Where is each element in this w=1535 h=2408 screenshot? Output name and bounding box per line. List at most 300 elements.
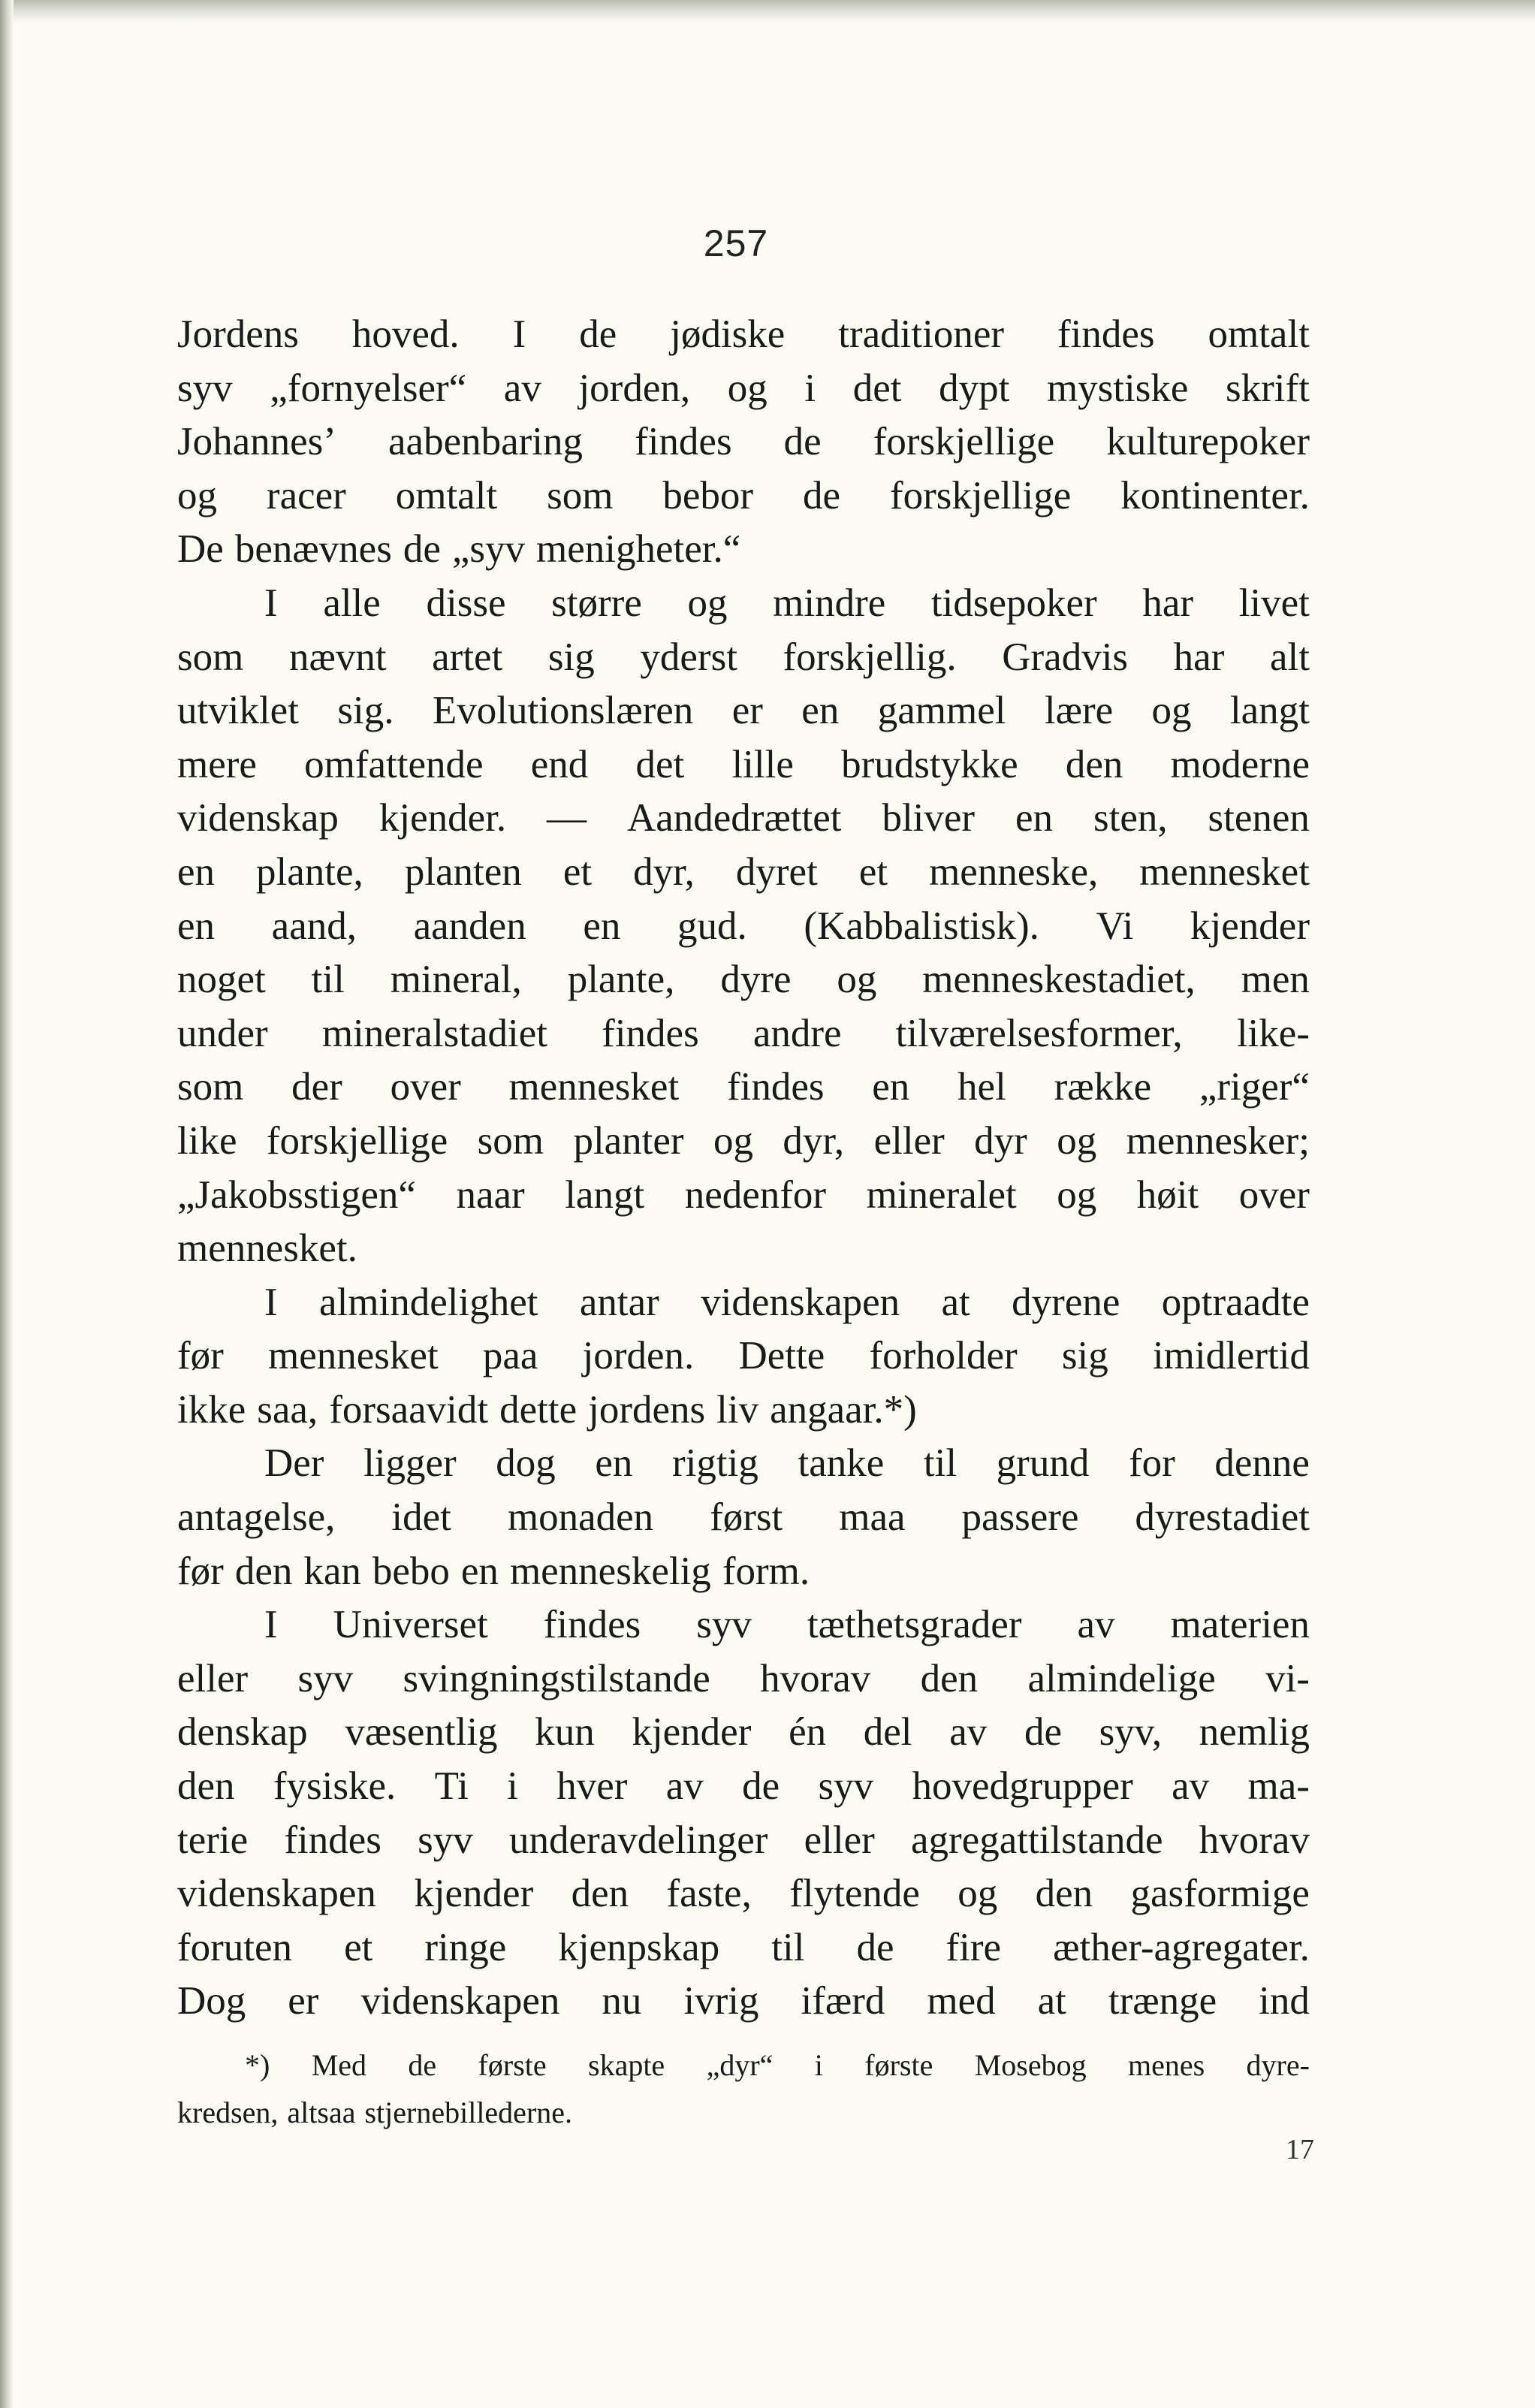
word: de xyxy=(579,312,617,356)
word: antagelse, xyxy=(177,1495,336,1540)
text-line xyxy=(177,1329,1310,1384)
word: hvorav xyxy=(760,1656,871,1700)
word: det xyxy=(852,366,902,410)
text-line xyxy=(177,1061,1310,1115)
word: dyrene xyxy=(1012,1280,1120,1324)
word: gud. xyxy=(677,904,747,948)
word: dyrestadiet xyxy=(1135,1495,1310,1540)
word: og xyxy=(687,581,728,625)
page-top-edge xyxy=(0,0,1535,23)
word: den xyxy=(234,1549,293,1593)
text-line xyxy=(177,792,1310,846)
word: aanden xyxy=(413,904,526,948)
word: findes xyxy=(543,1603,641,1647)
page-number: 257 xyxy=(703,222,769,264)
word: stjernebillederne. xyxy=(364,2096,573,2129)
word: mere xyxy=(177,742,257,786)
word: agregattilstande xyxy=(911,1818,1163,1862)
word: monaden xyxy=(507,1495,654,1540)
word: plante, xyxy=(256,849,363,894)
footnote xyxy=(177,2041,1310,2136)
word: forskjellig. xyxy=(783,635,957,679)
word: nu xyxy=(602,1979,642,2023)
word: omtalt xyxy=(1208,312,1310,356)
word: en xyxy=(177,849,216,894)
text-line xyxy=(177,1545,1310,1599)
word: end xyxy=(530,742,589,786)
word: før xyxy=(177,1549,224,1593)
word: skrift xyxy=(1226,366,1310,410)
word: ligger xyxy=(363,1441,457,1486)
word: aabenbaring xyxy=(388,420,583,464)
word: paa xyxy=(482,1334,538,1378)
word: Ti xyxy=(434,1764,469,1809)
word: naar xyxy=(456,1172,525,1217)
text-line xyxy=(177,1384,1310,1438)
word: har xyxy=(1173,635,1225,679)
text-line xyxy=(177,1007,1310,1061)
word: at xyxy=(1037,1979,1066,2023)
word: dyr, xyxy=(633,849,695,894)
word: sten, xyxy=(1093,796,1168,840)
word: dyr, xyxy=(783,1118,845,1163)
word: i xyxy=(804,366,816,410)
text-line xyxy=(177,1222,1310,1276)
text-line xyxy=(177,1491,1310,1545)
word: de xyxy=(742,1764,780,1809)
word: menneskelig xyxy=(509,1549,711,1593)
word: optraadte xyxy=(1161,1280,1310,1324)
footnote-line xyxy=(177,2089,1310,2136)
word: maa xyxy=(839,1495,906,1540)
word: en xyxy=(595,1441,633,1486)
word: hel xyxy=(957,1065,1006,1109)
word: og xyxy=(727,366,768,410)
word: første xyxy=(478,2048,547,2082)
word: til xyxy=(923,1441,957,1486)
word: kun xyxy=(535,1710,595,1755)
word: Mosebog xyxy=(974,2048,1087,2082)
word: menneskestadiet, xyxy=(922,958,1196,1002)
word: eller xyxy=(804,1818,875,1862)
word: de xyxy=(802,473,840,518)
text-line xyxy=(177,1169,1310,1223)
footnote-line xyxy=(177,2041,1310,2089)
word: mineralet xyxy=(866,1172,1017,1217)
word: findes xyxy=(726,1065,825,1109)
word: syv, xyxy=(1099,1710,1163,1755)
word: andre xyxy=(752,1011,842,1055)
word: langt xyxy=(565,1172,645,1217)
word: forsaavidt xyxy=(329,1387,489,1432)
word: — xyxy=(547,796,587,840)
word: alle xyxy=(323,581,381,625)
word: idet xyxy=(391,1495,451,1540)
word: ikke xyxy=(177,1387,246,1432)
word: videnskap xyxy=(177,796,339,840)
word: er xyxy=(288,1979,319,2023)
word: (Kabbalistisk). xyxy=(804,904,1039,948)
word: artet xyxy=(432,635,503,679)
word: jorden, xyxy=(578,366,691,410)
word: findes xyxy=(284,1818,381,1862)
word: jordens xyxy=(588,1387,706,1432)
text-line xyxy=(177,953,1310,1007)
word: Med xyxy=(311,2048,367,2082)
text-line xyxy=(177,1652,1310,1706)
word: livet xyxy=(1238,581,1310,625)
word: Aandedrættet xyxy=(626,796,842,840)
word: over xyxy=(390,1065,461,1109)
text-line xyxy=(177,1760,1310,1814)
word: Universet xyxy=(333,1603,488,1647)
word: foruten xyxy=(177,1925,293,1969)
word: forskjellige xyxy=(873,420,1055,464)
word: kan xyxy=(303,1549,361,1593)
word: lille xyxy=(731,742,794,786)
word: flytende xyxy=(789,1872,920,1916)
word: forskjellige xyxy=(889,473,1072,518)
word: som xyxy=(177,635,244,679)
word: Gradvis xyxy=(1002,635,1129,679)
word: i xyxy=(814,2048,823,2082)
word: I xyxy=(264,1603,278,1647)
word: til xyxy=(311,958,345,1002)
word: syv xyxy=(418,1818,473,1862)
word: antar xyxy=(579,1280,659,1324)
word: en xyxy=(583,904,621,948)
word: noget xyxy=(177,958,266,1002)
word: I xyxy=(264,581,278,625)
word: gasformige xyxy=(1130,1872,1310,1916)
word: imidlertid xyxy=(1152,1334,1310,1378)
word: kjenpskap xyxy=(558,1925,720,1969)
word: æther-agregater. xyxy=(1053,1925,1310,1969)
word: og xyxy=(1151,689,1192,733)
word: kjender. xyxy=(378,796,507,840)
word: der xyxy=(291,1065,342,1109)
word: dyre xyxy=(720,958,792,1002)
text-line xyxy=(177,1115,1310,1169)
word: tidsepoker xyxy=(930,581,1097,625)
word: „fornyelser“ xyxy=(270,366,467,410)
word: mennesket xyxy=(508,1065,680,1109)
word: Der xyxy=(264,1441,324,1486)
word: findes xyxy=(1057,312,1155,356)
word: vi- xyxy=(1265,1656,1310,1700)
word: like xyxy=(177,1118,237,1163)
word: tilværelsesformer, xyxy=(895,1011,1183,1055)
word: og xyxy=(837,958,877,1002)
word: et xyxy=(858,849,888,894)
word: denne xyxy=(1214,1441,1310,1486)
word: dog xyxy=(496,1441,556,1486)
word: kjender xyxy=(414,1872,534,1916)
word: altsaa xyxy=(287,2096,356,2129)
word: har xyxy=(1142,581,1194,625)
page-left-edge xyxy=(0,0,14,2408)
word: sig. xyxy=(337,689,394,733)
word: plante, xyxy=(567,958,675,1002)
word: den xyxy=(1035,1872,1093,1916)
word: mennesker; xyxy=(1126,1118,1310,1163)
word: findes xyxy=(635,420,732,464)
word: en xyxy=(460,1549,499,1593)
word: materien xyxy=(1170,1603,1310,1647)
body-text xyxy=(177,308,1310,2029)
word: forholder xyxy=(869,1334,1018,1378)
word: en xyxy=(1015,796,1054,840)
text-line xyxy=(177,523,1310,577)
word: del xyxy=(863,1710,912,1755)
word: kjender xyxy=(1190,904,1310,948)
word: først xyxy=(710,1495,783,1540)
word: hoved. xyxy=(351,312,460,356)
word: dyre- xyxy=(1246,2048,1310,2082)
word: denskap xyxy=(177,1710,308,1755)
word: én xyxy=(789,1710,827,1755)
word: ivrig xyxy=(683,1979,759,2023)
word: mennesket xyxy=(1139,849,1310,894)
word: hvorav xyxy=(1199,1818,1310,1862)
word: de xyxy=(1024,1710,1062,1755)
word: moderne xyxy=(1170,742,1310,786)
word: benævnes xyxy=(234,527,392,572)
word: de xyxy=(408,2048,437,2082)
word: fysiske. xyxy=(273,1764,397,1809)
text-line xyxy=(177,1276,1310,1330)
word: mindre xyxy=(773,581,886,625)
word: den xyxy=(571,1872,629,1916)
word: omtalt xyxy=(395,473,498,518)
word: „syv xyxy=(451,527,526,572)
word: ringe xyxy=(424,1925,507,1969)
word: det xyxy=(635,742,685,786)
word: hovedgrupper xyxy=(912,1764,1133,1809)
word: stenen xyxy=(1208,796,1310,840)
text-line xyxy=(177,577,1310,631)
word: nemlig xyxy=(1199,1710,1310,1755)
word: eller xyxy=(177,1656,249,1700)
word: planten xyxy=(404,849,522,894)
word: sig xyxy=(1061,1334,1108,1378)
text-line xyxy=(177,362,1310,416)
text-line xyxy=(177,1975,1310,2029)
word: som xyxy=(477,1118,544,1163)
word: at xyxy=(941,1280,970,1324)
word: kjender xyxy=(632,1710,752,1755)
word: kulturepoker xyxy=(1106,420,1310,464)
word: av xyxy=(503,366,541,410)
word: omfattende xyxy=(304,742,484,786)
word: terie xyxy=(177,1818,249,1862)
word: faste, xyxy=(666,1872,752,1916)
word: den xyxy=(177,1764,235,1809)
word: menes xyxy=(1127,2048,1205,2082)
word: i xyxy=(507,1764,518,1809)
word: og xyxy=(1057,1118,1097,1163)
word: en xyxy=(801,689,840,733)
word: menigheter.“ xyxy=(536,527,741,572)
word: utviklet xyxy=(177,689,299,733)
word: forskjellige xyxy=(266,1118,448,1163)
word: og xyxy=(1057,1172,1097,1217)
word: videnskapen xyxy=(701,1280,900,1324)
word: like- xyxy=(1236,1011,1310,1055)
word: passere xyxy=(961,1495,1079,1540)
word: høit xyxy=(1136,1172,1199,1217)
word: bebor xyxy=(662,473,754,518)
word: liv xyxy=(716,1387,759,1432)
word: hver xyxy=(556,1764,628,1809)
word: en xyxy=(872,1065,910,1109)
text-line xyxy=(177,469,1310,524)
word: den xyxy=(1065,742,1123,786)
text-line xyxy=(177,631,1310,685)
word: kontinenter. xyxy=(1120,473,1310,518)
word: de xyxy=(783,420,822,464)
word: I xyxy=(512,312,526,356)
text-line xyxy=(177,900,1310,954)
word: den xyxy=(920,1656,979,1700)
word: væsentlig xyxy=(345,1710,498,1755)
word: fire xyxy=(945,1925,1002,1969)
word: første xyxy=(864,2048,933,2082)
text-line xyxy=(177,1437,1310,1491)
word: nedenfor xyxy=(684,1172,827,1217)
word: med xyxy=(927,1979,996,2023)
word: som xyxy=(177,1065,244,1109)
word: trænge xyxy=(1108,1979,1217,2023)
word: kredsen, xyxy=(177,2096,279,2129)
word: Dette xyxy=(738,1334,825,1378)
word: gammel xyxy=(877,689,1006,733)
word: de xyxy=(403,527,441,572)
word: planter xyxy=(573,1118,684,1163)
word: sig xyxy=(547,635,595,679)
word: form. xyxy=(722,1549,810,1593)
word: menneske, xyxy=(929,849,1099,894)
word: bliver xyxy=(882,796,976,840)
word: men xyxy=(1241,958,1310,1002)
word: ind xyxy=(1259,1979,1310,2023)
word: før xyxy=(177,1334,224,1378)
word: Dog xyxy=(177,1979,246,2023)
word: ifærd xyxy=(801,1979,885,2023)
text-line xyxy=(177,1598,1310,1652)
word: Vi xyxy=(1096,904,1134,948)
word: „Jakobsstigen“ xyxy=(177,1172,416,1217)
word: og xyxy=(713,1118,753,1163)
word: og xyxy=(177,473,217,518)
word: av xyxy=(1077,1603,1115,1647)
word: syv xyxy=(297,1656,354,1700)
word: til xyxy=(771,1925,805,1969)
word: almindelighet xyxy=(319,1280,538,1324)
word: dyr xyxy=(974,1118,1027,1163)
word: en xyxy=(177,904,216,948)
word: de xyxy=(856,1925,894,1969)
signature-mark: 17 xyxy=(1286,2134,1314,2165)
word: mineralstadiet xyxy=(321,1011,548,1055)
word: og xyxy=(957,1872,998,1916)
word: grund xyxy=(996,1441,1090,1486)
word: disse xyxy=(426,581,506,625)
word: større xyxy=(551,581,642,625)
text-line xyxy=(177,738,1310,792)
word: Evolutionslæren xyxy=(432,689,694,733)
word: av xyxy=(949,1710,988,1755)
text-line xyxy=(177,415,1310,469)
word: mystiske xyxy=(1046,366,1189,410)
word: tæthetsgrader xyxy=(807,1603,1022,1647)
word: De xyxy=(177,527,224,572)
word: videnskapen xyxy=(360,1979,560,2023)
word: under xyxy=(177,1011,268,1055)
word: bebo xyxy=(372,1549,450,1593)
word: mennesket xyxy=(268,1334,439,1378)
text-line xyxy=(177,308,1310,362)
word: et xyxy=(562,849,593,894)
word: videnskapen xyxy=(177,1872,376,1916)
word: ma- xyxy=(1247,1764,1310,1809)
word: langt xyxy=(1229,689,1310,733)
word: skapte xyxy=(588,2048,665,2082)
word: mineral, xyxy=(390,958,522,1002)
text-line xyxy=(177,1921,1310,1975)
word: I xyxy=(264,1280,278,1324)
text-line xyxy=(177,684,1310,738)
word: „riger“ xyxy=(1199,1065,1310,1109)
word: „dyr“ xyxy=(706,2048,774,2082)
word: Jordens xyxy=(177,312,299,356)
word: underavdelinger xyxy=(509,1818,768,1862)
word: saa, xyxy=(257,1387,318,1432)
word: som xyxy=(547,473,614,518)
word: for xyxy=(1128,1441,1175,1486)
word: racer xyxy=(266,473,346,518)
word: syv xyxy=(818,1764,874,1809)
word: av xyxy=(665,1764,704,1809)
word: er xyxy=(731,689,763,733)
word: over xyxy=(1238,1172,1310,1217)
word: række xyxy=(1054,1065,1152,1109)
word: Johannes’ xyxy=(177,420,336,464)
text-line xyxy=(177,1706,1310,1760)
word: yderst xyxy=(640,635,737,679)
word: dypt xyxy=(939,366,1010,410)
word: angaar.*) xyxy=(770,1387,917,1432)
word: av xyxy=(1172,1764,1210,1809)
word: nævnt xyxy=(288,635,387,679)
word: jødiske xyxy=(670,312,786,356)
word: findes xyxy=(602,1011,699,1055)
text-line xyxy=(177,1867,1310,1921)
word: lære xyxy=(1044,689,1114,733)
word: rigtig xyxy=(672,1441,758,1486)
word: syv xyxy=(177,366,233,410)
word: *) xyxy=(245,2048,270,2082)
word: traditioner xyxy=(838,312,1005,356)
word: aand, xyxy=(271,904,357,948)
word: mennesket. xyxy=(177,1227,357,1271)
word: almindelige xyxy=(1027,1656,1216,1700)
word: et xyxy=(344,1925,373,1969)
word: eller xyxy=(873,1118,945,1163)
word: brudstykke xyxy=(841,742,1018,786)
word: dyret xyxy=(735,849,818,894)
text-line xyxy=(177,846,1310,900)
